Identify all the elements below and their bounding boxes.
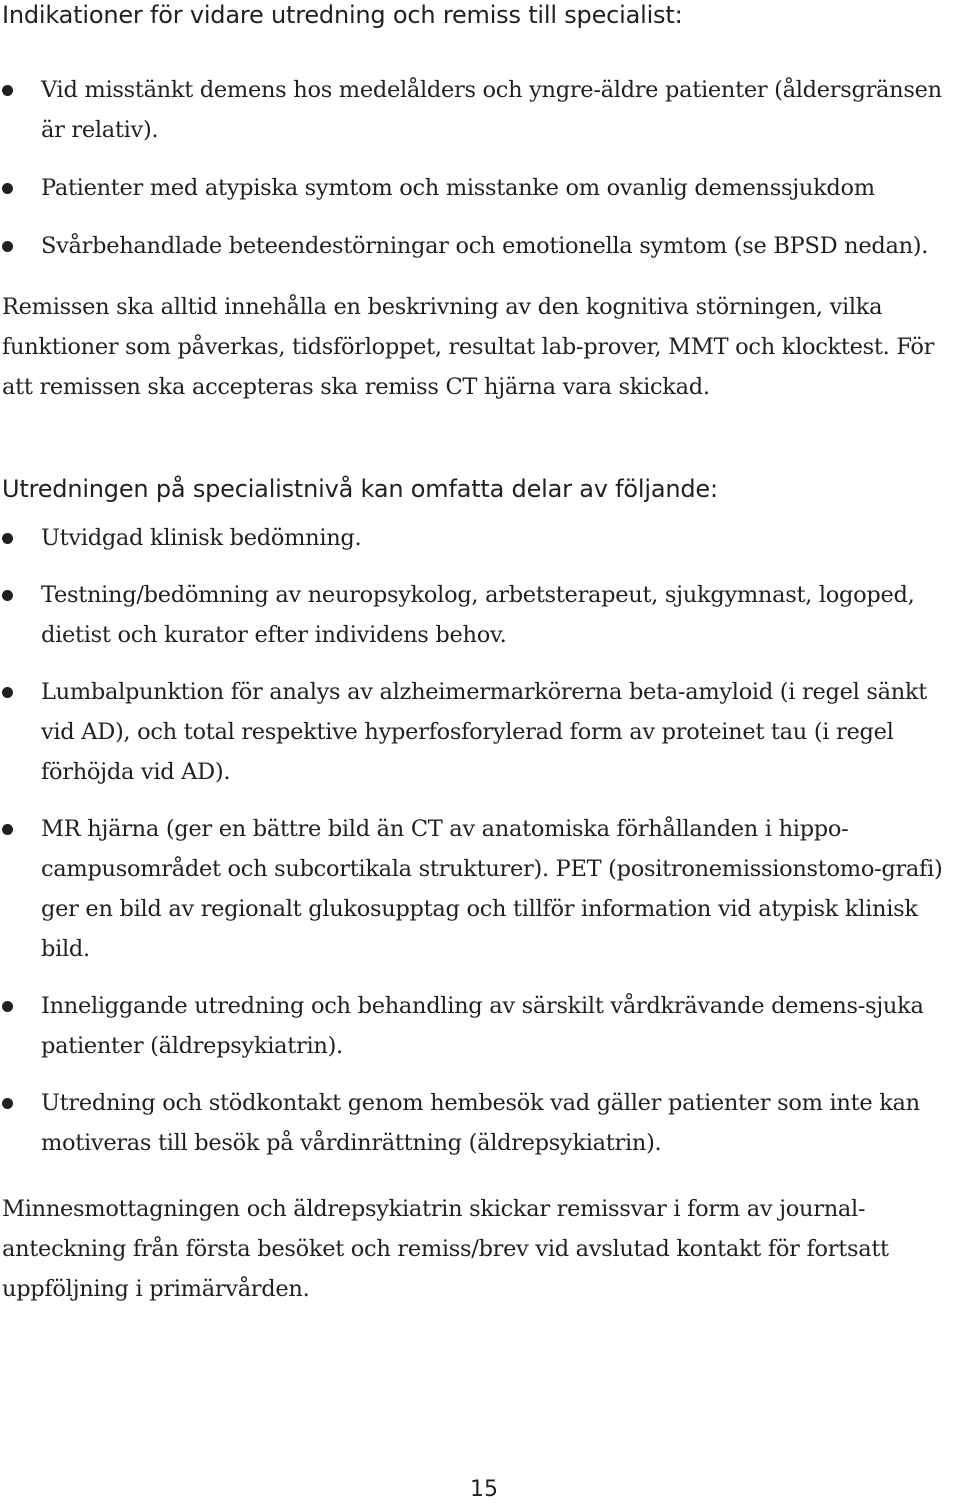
referral-response-paragraph: Minnesmottagningen och äldrepsykiatrin skickar remissvar i form av journal-anteckning från första besöket och remiss/brev vid avslutad kontakt för fortsatt uppföljning i primärvården. [2,1196,889,1302]
bullet-icon [2,1098,13,1109]
bullet-icon [2,183,13,194]
list-item [0,70,960,150]
list-item-text: Testning/bedömning av neuropsykolog, arbetsterapeut, sjukgymnast, logoped, dietist och kurator efter individens behov. [41,582,915,648]
list-item-text: Svårbehandlade beteendestörningar och emotionella symtom (se BPSD nedan). [41,233,929,259]
list-item [0,1083,960,1163]
list-item [0,226,960,266]
bullet-icon [2,1001,13,1012]
section-heading-specialist-assessment: Utredningen på specialistnivå kan omfatta delar av följande: [2,475,718,503]
list-item-text: Utvidgad klinisk bedömning. [41,525,362,551]
list-item [0,986,960,1066]
bullet-icon [2,824,13,835]
list-item-text: Patienter med atypiska symtom och misstanke om ovanlig demenssjukdom [41,175,875,201]
list-item-text: Inneliggande utredning och behandling av särskilt vårdkrävande demens-sjuka patienter (äldrepsykiatrin). [41,993,924,1059]
list-item-text: Lumbalpunktion för analys av alzheimermarkörerna beta-amyloid (i regel sänkt vid AD), och total respektive hyperfosforylerad form av proteinet tau (i regel förhöjda vid AD). [41,679,927,785]
referral-requirements-paragraph: Remissen ska alltid innehålla en beskrivning av den kognitiva störningen, vilka funktioner som påverkas, tidsförloppet, resultat lab-prover, MMT och klocktest. För att remissen ska accepteras ska remiss CT hjärna vara skickad. [2,294,935,400]
list-item-text: MR hjärna (ger en bättre bild än CT av anatomiska förhållanden i hippo-campusområdet och subcortikala strukturer). PET (positronemissionstomo-grafi) ger en bild av regionalt glukosupptag och tillför information vid atypisk klinisk bild. [41,816,943,962]
indications-list [0,70,960,284]
list-item [0,168,960,208]
list-item [0,575,960,655]
list-item [0,518,960,558]
specialist-assessment-list [0,518,960,1180]
page-number: 15 [470,1477,498,1502]
section-heading-indications: Indikationer för vidare utredning och remiss till specialist: [2,1,683,29]
bullet-icon [2,590,13,601]
bullet-icon [2,241,13,252]
list-item-text: Utredning och stödkontakt genom hembesök vad gäller patienter som inte kan motiveras till besök på vårdinrättning (äldrepsykiatrin). [41,1090,920,1156]
list-item [0,672,960,792]
bullet-icon [2,687,13,698]
bullet-icon [2,85,13,96]
bullet-icon [2,533,13,544]
list-item-text: Vid misstänkt demens hos medelålders och yngre-äldre patienter (åldersgränsen är relativ). [41,77,942,143]
list-item [0,809,960,969]
